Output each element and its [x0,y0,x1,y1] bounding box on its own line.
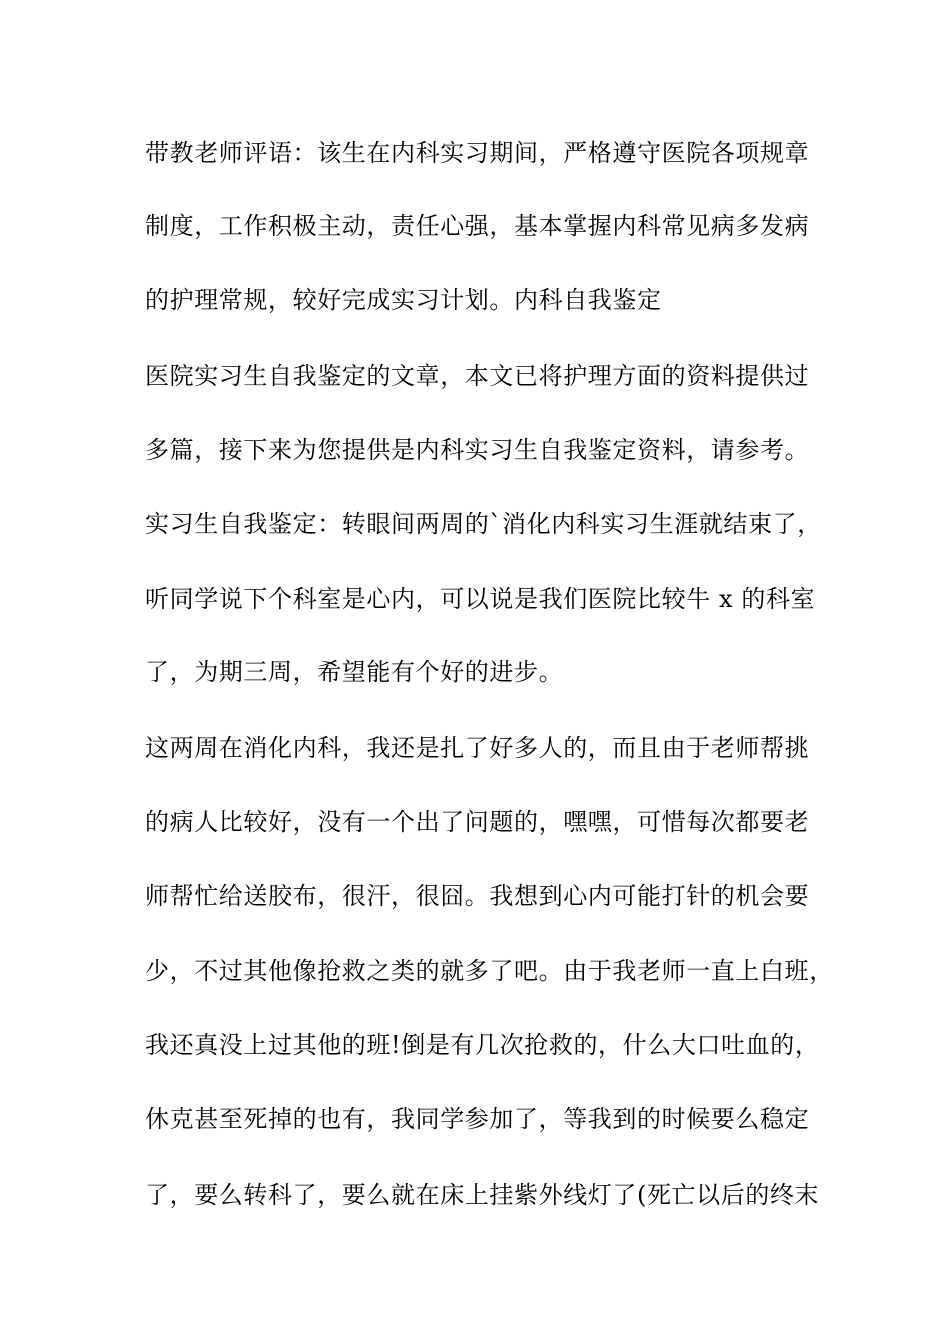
text-line: 医院实习生自我鉴定的文章，本文已将护理方面的资料提供过 [145,362,810,390]
text-line: 这两周在消化内科，我还是扎了好多人的，而且由于老师帮挑 [145,734,810,762]
text-line: 了，为期三周，希望能有个好的进步。 [145,658,564,686]
text-line: 休克甚至死掉的也有，我同学参加了，等我到的时候要么稳定 [145,1105,810,1133]
text-line: 师帮忙给送胶布，很汗，很囧。我想到心内可能打针的机会要 [145,882,810,910]
text-line: 的护理常规，较好完成实习计划。内科自我鉴定 [145,286,662,314]
text-line: 带教老师评语：该生在内科实习期间，严格遵守医院各项规章 [145,139,810,167]
text-line: 听同学说下个科室是心内，可以说是我们医院比较牛 x 的科室 [145,585,816,613]
text-line: 的病人比较好，没有一个出了问题的，嘿嘿，可惜每次都要老 [145,808,810,836]
text-line: 多篇，接下来为您提供是内科实习生自我鉴定资料，请参考。 [145,436,810,464]
text-line: 我还真没上过其他的班!倒是有几次抢救的，什么大口吐血的， [145,1031,820,1059]
text-line: 了，要么转科了，要么就在床上挂紫外线灯了(死亡以后的终末 [145,1181,820,1209]
text-line: 制度，工作积极主动，责任心强，基本掌握内科常见病多发病 [145,212,810,240]
text-line: 少，不过其他像抢救之类的就多了吧。由于我老师一直上白班， [145,957,834,985]
text-line: 实习生自我鉴定：转眼间两周的`消化内科实习生涯就结束了， [145,510,822,538]
